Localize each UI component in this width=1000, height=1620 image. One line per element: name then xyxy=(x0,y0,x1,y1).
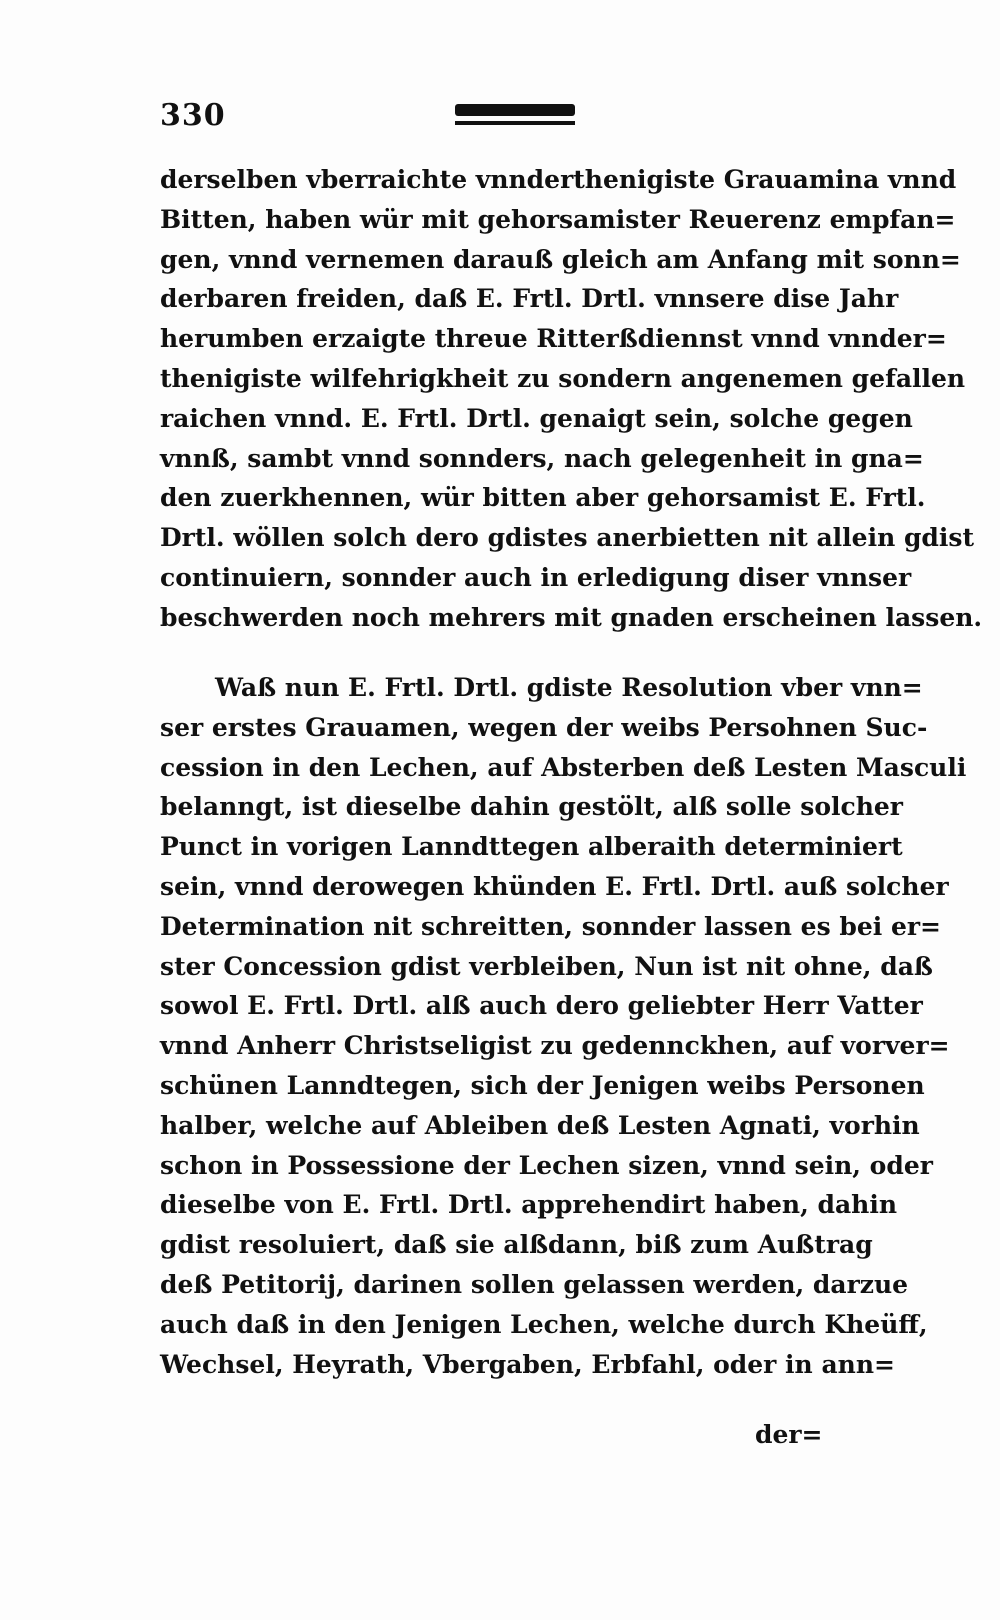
text-line: auch daß in den Jenigen Lechen, welche durch Kheüff, xyxy=(160,1309,928,1339)
text-line: thenigiste wilfehrigkheit zu sondern angenemen gefallen xyxy=(160,363,966,393)
text-line: Drtl. wöllen solch dero gdistes anerbietten nit allein gdist xyxy=(160,523,975,553)
ornament-thin-bar xyxy=(455,121,575,125)
paragraph-1 xyxy=(160,160,983,638)
text-line: Waß nun E. Frtl. Drtl. gdiste Resolution vber vnn= xyxy=(215,673,923,702)
text-line: derselben vberraichte vnnderthenigiste Grauamina vnnd xyxy=(160,165,957,194)
text-line: continuiern, sonnder auch in erledigung diser vnnser xyxy=(160,562,912,592)
text-line: schünen Lanndtegen, sich der Jenigen weibs Personen xyxy=(160,1070,925,1100)
text-line: cession in den Lechen, auf Absterben deß Lesten Masculi xyxy=(160,752,967,782)
text-line: derbaren freiden, daß E. Frtl. Drtl. vnnsere dise Jahr xyxy=(160,284,899,314)
text-line: beschwerden noch mehrers mit gnaden erscheinen lassen. xyxy=(160,602,983,632)
text-line: gen, vnnd vernemen darauß gleich am Anfang mit sonn= xyxy=(160,244,961,274)
text-line: Bitten, haben wür mit gehorsamister Reuerenz empfan= xyxy=(160,204,956,234)
text-line: gdist resoluiert, daß sie alßdann, biß zum Außtrag xyxy=(160,1230,873,1260)
text-line: Wechsel, Heyrath, Vbergaben, Erbfahl, oder in ann= xyxy=(160,1349,895,1379)
text-line: sein, vnnd derowegen khünden E. Frtl. Drtl. auß solcher xyxy=(160,871,949,901)
text-line: halber, welche auf Ableiben deß Lesten Agnati, vorhin xyxy=(160,1110,920,1140)
catchword: der= xyxy=(755,1420,823,1449)
text-line: deß Petitorij, darinen sollen gelassen werden, darzue xyxy=(160,1269,909,1299)
text-line: ster Concession gdist verbleiben, Nun ist nit ohne, daß xyxy=(160,951,933,981)
page-number: 330 xyxy=(160,98,226,133)
text-line: belanngt, ist dieselbe dahin gestölt, alß solle solcher xyxy=(160,792,903,822)
header-ornament-rule xyxy=(455,104,575,130)
text-line: vnnß, sambt vnnd sonnders, nach gelegenheit in gna= xyxy=(160,443,924,473)
text-line: raichen vnnd. E. Frtl. Drtl. genaigt sein, solche gegen xyxy=(160,403,913,433)
paragraph-2 xyxy=(160,668,967,1384)
text-line: dieselbe von E. Frtl. Drtl. apprehendirt haben, dahin xyxy=(160,1190,897,1220)
text-line: ser erstes Grauamen, wegen der weibs Persohnen Suc- xyxy=(160,712,928,742)
ornament-thick-bar xyxy=(455,104,575,116)
text-line: den zuerkhennen, wür bitten aber gehorsamist E. Frtl. xyxy=(160,483,926,513)
text-line: sowol E. Frtl. Drtl. alß auch dero geliebter Herr Vatter xyxy=(160,991,923,1021)
text-line: herumben erzaigte threue Ritterßdiennst vnnd vnnder= xyxy=(160,324,947,354)
text-line: schon in Possessione der Lechen sizen, vnnd sein, oder xyxy=(160,1150,933,1180)
text-line: Punct in vorigen Lanndttegen alberaith determiniert xyxy=(160,832,903,862)
text-line: vnnd Anherr Christseligist zu gedennckhen, auf vorver= xyxy=(160,1031,950,1061)
text-line: Determination nit schreitten, sonnder lassen es bei er= xyxy=(160,911,941,941)
